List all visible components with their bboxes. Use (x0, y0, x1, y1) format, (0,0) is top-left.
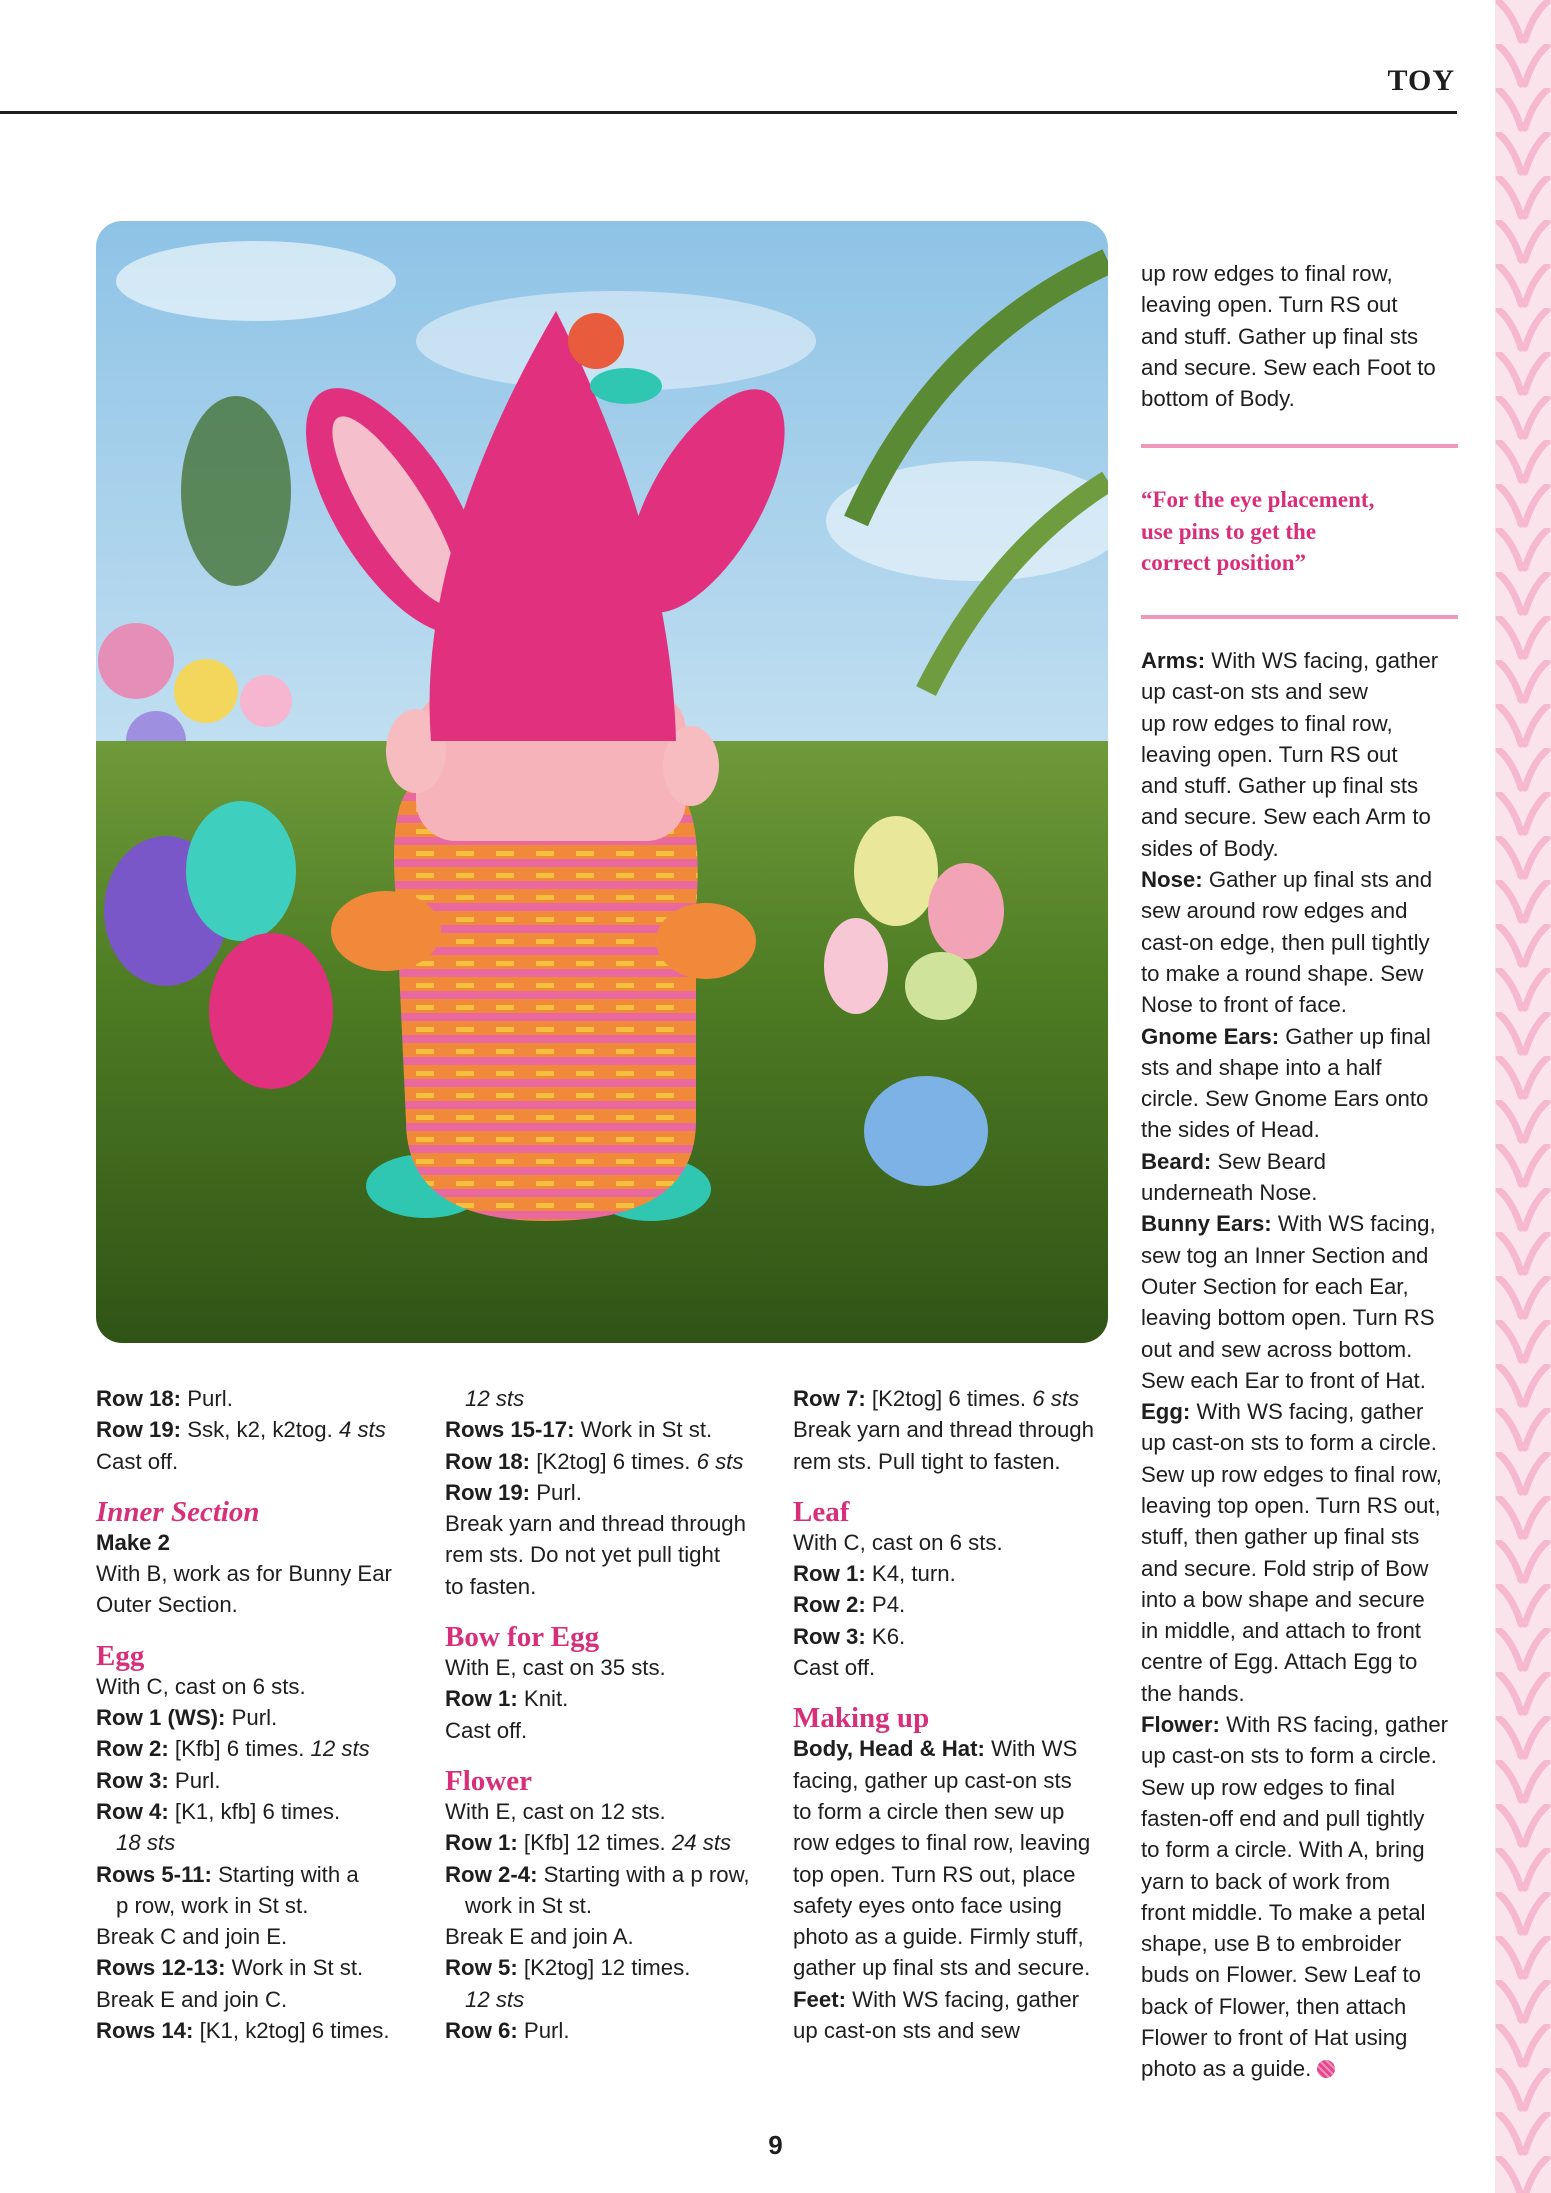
text-line: Break yarn and thread through (445, 1511, 746, 1537)
text-line: Gnome Ears: Gather up final (1141, 1023, 1431, 1049)
text-line: 12 sts (465, 1986, 525, 2012)
text-line: gather up final sts and secure. (793, 1955, 1091, 1981)
text-line: up row edges to final row, (1141, 261, 1393, 286)
text-line: into a bow shape and secure (1141, 1586, 1425, 1612)
text-line: Row 7: [K2tog] 6 times. 6 sts (793, 1386, 1080, 1411)
text-line: Row 6: Purl. (445, 2018, 570, 2044)
heading-bow-for-egg: Bow for Egg (445, 1621, 600, 1654)
text-line: rem sts. Do not yet pull tight (445, 1542, 720, 1568)
text-line: Rows 15-17: Work in St st. (445, 1417, 713, 1443)
text-line: row edges to final row, leaving (793, 1830, 1091, 1856)
text-line: Nose to front of face. (1141, 992, 1347, 1018)
text-line: bottom of Body. (1141, 386, 1295, 412)
text-line: Break C and join E. (96, 1924, 288, 1950)
text-line: yarn to back of work from (1141, 1868, 1391, 1894)
text-line: rem sts. Pull tight to fasten. (793, 1448, 1061, 1474)
text-line: centre of Egg. Attach Egg to (1141, 1649, 1418, 1675)
text-line: the sides of Head. (1141, 1117, 1320, 1143)
text-line: and secure. Sew each Foot to (1141, 354, 1436, 380)
text-line: cast-on edge, then pull tightly (1141, 929, 1430, 955)
text-line: Arms: With WS facing, gather (1141, 647, 1439, 673)
instructions-column-2 (445, 1383, 750, 2046)
text-line: photo as a guide. Firmly stuff, (793, 1924, 1084, 1950)
text-line: up cast-on sts and sew (1141, 679, 1368, 705)
text-line: Break yarn and thread through (793, 1417, 1094, 1443)
text-line: back of Flower, then attach (1141, 1993, 1407, 2019)
text-line: Row 1: K4, turn. (793, 1561, 956, 1587)
text-line: Flower to front of Hat using (1141, 2025, 1408, 2051)
header-rule (0, 111, 1457, 114)
text-line: facing, gather up cast-on sts (793, 1767, 1072, 1793)
text-line: sides of Body. (1141, 835, 1279, 861)
text-line: front middle. To make a petal (1141, 1899, 1426, 1925)
text-line: Row 2: P4. (793, 1592, 906, 1618)
text-line: Sew each Ear to front of Hat. (1141, 1367, 1426, 1393)
text-line: Beard: Sew Beard (1141, 1148, 1326, 1174)
text-line: With C, cast on 6 sts. (793, 1529, 1003, 1555)
text-line: circle. Sew Gnome Ears onto (1141, 1086, 1429, 1112)
text-line: Break E and join A. (445, 1924, 634, 1950)
text-line: Feet: With WS facing, gather (793, 1986, 1080, 2012)
text-line: Body, Head & Hat: With WS (793, 1736, 1078, 1762)
yarn-ball-icon (1317, 2060, 1335, 2078)
pull-quote-rule-top (1141, 444, 1458, 448)
text-line: Outer Section. (96, 1592, 238, 1618)
text-line: Nose: Gather up final sts and (1141, 867, 1433, 893)
text-line: Row 4: [K1, kfb] 6 times. (96, 1798, 341, 1824)
text-line: 12 sts (465, 1386, 525, 1411)
text-line: up cast-on sts to form a circle. (1141, 1743, 1437, 1769)
text-line: Row 3: K6. (793, 1623, 906, 1649)
text-line: to fasten. (445, 1573, 537, 1599)
heading-leaf: Leaf (793, 1495, 850, 1528)
text-line: leaving bottom open. Turn RS (1141, 1305, 1435, 1331)
text-line: and stuff. Gather up final sts (1141, 773, 1419, 799)
text-line: leaving open. Turn RS out (1141, 741, 1398, 767)
instructions-column-4 (1141, 258, 1458, 2085)
text-line: Row 1: Knit. (445, 1686, 569, 1712)
text-line: top open. Turn RS out, place (793, 1861, 1076, 1887)
text-line: buds on Flower. Sew Leaf to (1141, 1962, 1421, 1988)
instructions-column-3 (793, 1383, 1094, 2046)
text-line: and secure. Sew each Arm to (1141, 804, 1431, 830)
text-line: Cast off. (96, 1448, 179, 1474)
text-line: Sew up row edges to final row, (1141, 1461, 1442, 1487)
knitted-gnome-bunny-photo (96, 221, 1108, 1343)
text-line: Egg: With WS facing, gather (1141, 1399, 1424, 1425)
text-line: Rows 12-13: Work in St st. (96, 1955, 364, 1981)
text-line: Row 19: Purl. (445, 1479, 582, 1505)
text-line: and secure. Fold strip of Bow (1141, 1555, 1429, 1581)
pull-quote: “For the eye placement, use pins to get the correct position” (1141, 487, 1375, 576)
text-line: photo as a guide. (1141, 2053, 1458, 2084)
text-line: shape, use B to embroider (1141, 1931, 1402, 1957)
text-line: Row 19: Ssk, k2, k2tog. 4 sts (96, 1417, 386, 1443)
text-line: p row, work in St st. (116, 1892, 309, 1918)
text-line: Make 2 (96, 1529, 171, 1555)
text-line: Sew up row edges to final (1141, 1774, 1396, 1800)
text-line: With C, cast on 6 sts. (96, 1673, 306, 1699)
heading-making-up: Making up (793, 1702, 930, 1735)
text-line: Break E and join C. (96, 1986, 288, 2012)
text-line: the hands. (1141, 1680, 1245, 1706)
text-line: Row 1: [Kfb] 12 times. 24 sts (445, 1830, 732, 1856)
text-line: underneath Nose. (1141, 1180, 1318, 1206)
text-line: to make a round shape. Sew (1141, 960, 1424, 986)
text-line: Bunny Ears: With WS facing, (1141, 1211, 1436, 1237)
text-line: up row edges to final row, (1141, 710, 1393, 736)
pull-quote-rule-bottom (1141, 615, 1458, 619)
text-line: to form a circle then sew up (793, 1798, 1065, 1824)
page-number: 9 (768, 2130, 783, 2160)
text-line: sts and shape into a half (1141, 1054, 1382, 1080)
text-line: Row 2: [Kfb] 6 times. 12 sts (96, 1736, 370, 1762)
instructions-column-1 (96, 1383, 392, 2046)
text-line: fasten-off end and pull tightly (1141, 1805, 1425, 1831)
text-line: sew tog an Inner Section and (1141, 1242, 1429, 1268)
text-line: Row 3: Purl. (96, 1767, 221, 1793)
heading-inner-section: Inner Section (96, 1495, 260, 1528)
text-line: Outer Section for each Ear, (1141, 1273, 1409, 1299)
text-line: in middle, and attach to front (1141, 1618, 1421, 1644)
text-line: Cast off. (793, 1655, 876, 1681)
text-line: 18 sts (116, 1830, 176, 1856)
text-line: Rows 5-11: Starting with a (96, 1861, 359, 1887)
text-line: and stuff. Gather up final sts (1141, 323, 1419, 349)
text-line: Row 1 (WS): Purl. (96, 1705, 278, 1731)
text-line: to form a circle. With A, bring (1141, 1837, 1425, 1863)
section-tag: TOY (1387, 64, 1455, 97)
text-line: stuff, then gather up final sts (1141, 1524, 1420, 1550)
text-line: With E, cast on 12 sts. (445, 1798, 666, 1824)
text-line: Cast off. (445, 1717, 528, 1743)
text-line: With E, cast on 35 sts. (445, 1655, 666, 1681)
text-line: Flower: With RS facing, gather (1141, 1712, 1449, 1738)
text-line: sew around row edges and (1141, 898, 1408, 924)
text-line: leaving top open. Turn RS out, (1141, 1493, 1441, 1518)
decorative-border-strip (1495, 0, 1551, 2193)
heading-egg: Egg (96, 1639, 145, 1672)
text-line: Row 2-4: Starting with a p row, (445, 1861, 750, 1887)
text-line: Row 18: [K2tog] 6 times. 6 sts (445, 1448, 744, 1474)
heading-flower: Flower (445, 1764, 532, 1797)
text-line: Row 18: Purl. (96, 1386, 233, 1411)
text-line: With B, work as for Bunny Ear (96, 1561, 392, 1587)
text-line: up cast-on sts and sew (793, 2018, 1020, 2044)
text-line: leaving open. Turn RS out (1141, 292, 1398, 318)
text-line: safety eyes onto face using (793, 1892, 1062, 1918)
text-line: out and sew across bottom. (1141, 1336, 1413, 1362)
knit-stitch-pattern (1495, 0, 1551, 2193)
text-line: work in St st. (465, 1892, 592, 1918)
text-line: Rows 14: [K1, k2tog] 6 times. (96, 2018, 390, 2044)
text-line: Row 5: [K2tog] 12 times. (445, 1955, 691, 1981)
text-line: up cast-on sts to form a circle. (1141, 1430, 1437, 1456)
